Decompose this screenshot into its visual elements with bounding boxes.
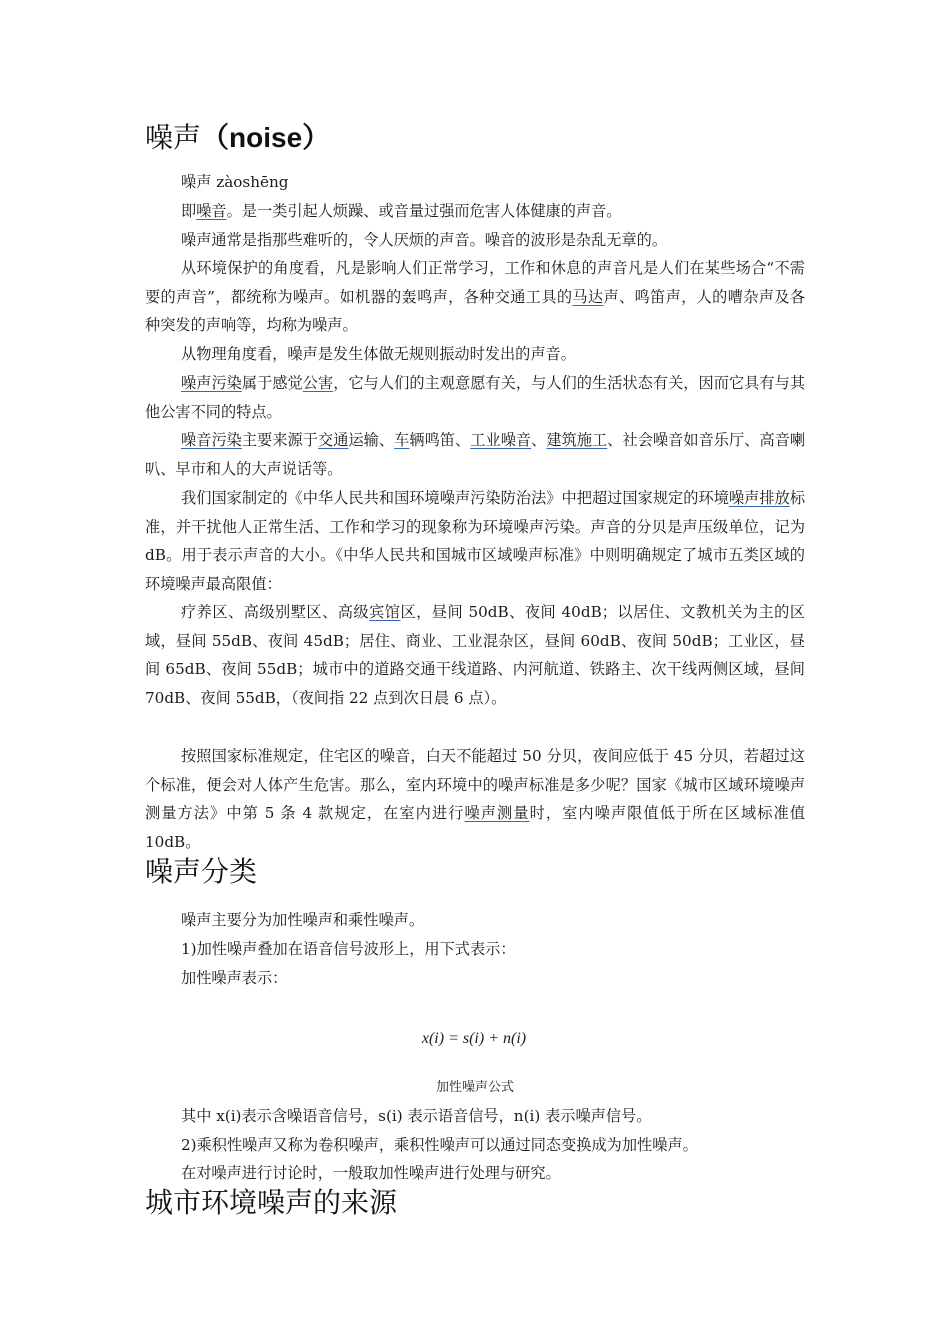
- link-zaoyin[interactable]: 噪音: [196, 202, 227, 220]
- additive-noise-formula: x(i) = s(i) + n(i): [421, 1030, 527, 1047]
- link-construction[interactable]: 建筑施工: [546, 431, 608, 449]
- heading-urban-noise-sources: 城市环境噪声的来源: [145, 1186, 398, 1219]
- environment-paragraph: 从环境保护的角度看，凡是影响人们正常学习，工作和休息的声音凡是人们在某些场合“不需要的声音”，都统称为噪声。如机器的轰鸣声，各种交通工具的马达声、鸣笛声，人的嘈杂声及各种突发的声响等，均称为噪声。: [145, 259, 806, 335]
- link-jiaotong[interactable]: 交通: [318, 431, 349, 449]
- law-paragraph: 我们国家制定的《中华人民共和国环境噪声污染防治法》中把超过国家规定的环境噪声排放标准，并干扰他人正常生活、工作和学习的现象称为环境噪声污染。声音的分贝是声压级单位，记为 dB。用于表示声音的大小。《中华人民共和国城市区域噪声标准》中则明确规定了城市五类区域的环境噪声最高限值：: [145, 489, 806, 594]
- link-gonghai[interactable]: 公害: [302, 374, 334, 392]
- pinyin-line: 噪声 zàoshēng: [181, 173, 289, 191]
- zones-paragraph: 疗养区、高级别墅区、高级宾馆区，昼间 50dB、夜间 40dB；以居住、文教机关为主的区域，昼间 55dB、夜间 45dB；居住、商业、工业混杂区，昼间 60dB、夜间 50dB；工业区，昼间 65dB、夜间 55dB；城市中的道路交通干线道路、内河航道、铁路主、次干线两侧区域，昼间 70dB、夜间 55dB，（夜间指 22 点到次日晨 6 点）。: [145, 603, 806, 708]
- physics-paragraph: 从物理角度看，噪声是发生体做无规则振动时发出的声音。: [181, 345, 576, 363]
- definition-paragraph: 即噪音。是一类引起人烦躁、或音量过强而危害人体健康的声音。: [181, 202, 622, 220]
- link-noise-pollution[interactable]: 噪声污染: [181, 374, 242, 392]
- formula-explanation: 其中 x(i)表示含噪语音信号，s(i) 表示语音信号，n(i) 表示噪声信号。: [181, 1107, 652, 1125]
- title-en: （noise）: [201, 122, 331, 153]
- link-che[interactable]: 车: [394, 431, 410, 449]
- indoor-paragraph: 按照国家标准规定，住宅区的噪音，白天不能超过 50 分贝，夜间应低于 45 分贝，若超过这个标准，便会对人体产生危害。那么，室内环境中的噪声标准是多少呢？国家《城市区域环境噪声测量方法》中第 5 条 4 款规定，在室内进行噪声测量时，室内噪声限值低于所在区域标准值 10dB。: [145, 747, 806, 852]
- additive-noise-line: 1)加性噪声叠加在语音信号波形上，用下式表示：: [181, 940, 516, 958]
- link-mada[interactable]: 马达: [572, 287, 604, 306]
- sources-paragraph: 噪音污染主要来源于交通运输、车辆鸣笛、工业噪音、建筑施工、社会噪音如音乐厅、高音喇叭、早市和人的大声说话等。: [145, 431, 806, 478]
- discussion-line: 在对噪声进行讨论时，一般取加性噪声进行处理与研究。: [181, 1164, 561, 1182]
- classification-intro: 噪声主要分为加性噪声和乘性噪声。: [181, 911, 424, 929]
- usual-paragraph: 噪声通常是指那些难听的，令人厌烦的声音。噪音的波形是杂乱无章的。: [181, 231, 667, 249]
- additive-noise-expression-label: 加性噪声表示：: [181, 969, 288, 987]
- multiplicative-noise-line: 2)乘积性噪声又称为卷积噪声，乘积性噪声可以通过同态变换成为加性噪声。: [181, 1136, 698, 1154]
- title-zh: 噪声: [145, 121, 202, 154]
- link-industrial-noise[interactable]: 工业噪音: [470, 431, 532, 449]
- formula-caption: 加性噪声公式: [435, 1080, 514, 1095]
- heading-classification: 噪声分类: [145, 855, 258, 888]
- link-noise-pollution-2[interactable]: 噪音污染: [181, 431, 242, 449]
- link-noise-measurement[interactable]: 噪声测量: [464, 804, 530, 823]
- link-hotel[interactable]: 宾馆: [369, 603, 401, 621]
- page-title: [145, 116, 330, 156]
- pollution-paragraph: 噪声污染属于感觉公害，它与人们的主观意愿有关，与人们的生活状态有关，因而它具有与其他公害不同的特点。: [145, 374, 806, 421]
- link-noise-emission[interactable]: 噪声排放: [728, 489, 790, 507]
